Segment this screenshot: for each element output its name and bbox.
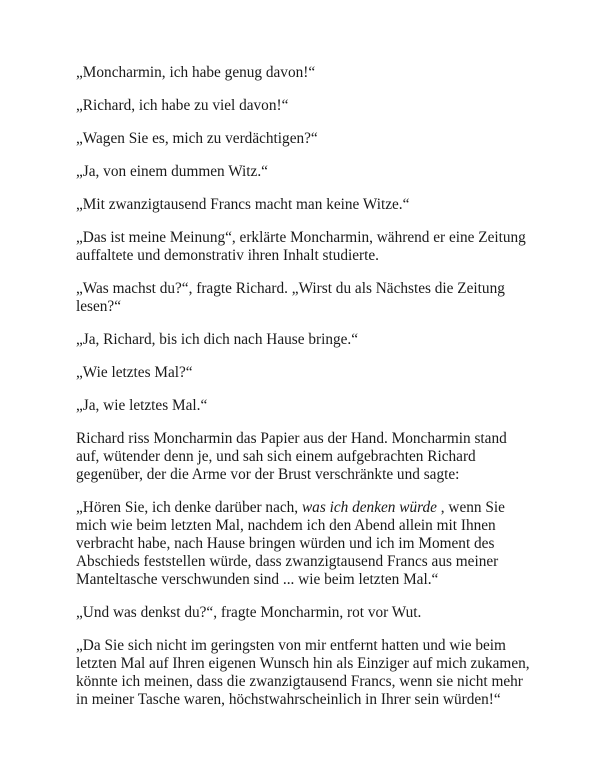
paragraph-8: „Ja, Richard, bis ich dich nach Hause bringe.“	[76, 331, 359, 348]
paragraph-14: „Da Sie sich nicht im geringsten von mir entfernt hatten und wie beim letzten Mal auf Ihren eigenen Wunsch hin als Einziger auf mich zukamen, könnte ich meinen, dass die zwanzigtausend Francs, wenn sie nicht mehr in meiner Tasche waren, höchstwahrscheinlich in Ihrer sein würden!“	[76, 637, 530, 708]
paragraph-7: „Was machst du?“, fragte Richard. „Wirst du als Nächstes die Zeitung lesen?“	[76, 280, 505, 315]
paragraph-10: „Ja, wie letztes Mal.“	[76, 397, 208, 414]
paragraph-2: „Richard, ich habe zu viel davon!“	[76, 97, 289, 114]
paragraph-12-start: „Hören Sie, ich denke darüber nach,	[76, 499, 302, 516]
paragraph-5: „Mit zwanzigtausend Francs macht man keine Witze.“	[76, 196, 410, 213]
paragraph-12-emphasis: was ich denken würde	[301, 499, 437, 516]
paragraph-11: Richard riss Moncharmin das Papier aus der Hand. Moncharmin stand auf, wütender denn je, und sah sich einem aufgebrachten Richard gegenüber, der die Arme vor der Brust verschränkte und sagte:	[76, 430, 507, 483]
paragraph-9: „Wie letztes Mal?“	[76, 364, 193, 381]
paragraph-12	[76, 499, 531, 589]
paragraph-4: „Ja, von einem dummen Witz.“	[76, 163, 268, 180]
paragraph-3: „Wagen Sie es, mich zu verdächtigen?“	[76, 130, 318, 147]
document-page	[76, 64, 531, 724]
paragraph-1: „Moncharmin, ich habe genug davon!“	[76, 64, 316, 81]
paragraph-13: „Und was denkst du?“, fragte Moncharmin, rot vor Wut.	[76, 604, 422, 621]
paragraph-6: „Das ist meine Meinung“, erklärte Moncharmin, während er eine Zeitung auffaltete und demonstrativ ihren Inhalt studierte.	[76, 229, 526, 264]
paragraph-12-end: , wenn Sie mich wie beim letzten Mal, nachdem ich den Abend allein mit Ihnen verbracht habe, nach Hause bringen würden und ich im Moment des Abschieds feststellen würde, dass zwanzigtausend Francs aus meiner Manteltasche verschwunden sind ... wie beim letzten Mal.“	[76, 499, 505, 588]
